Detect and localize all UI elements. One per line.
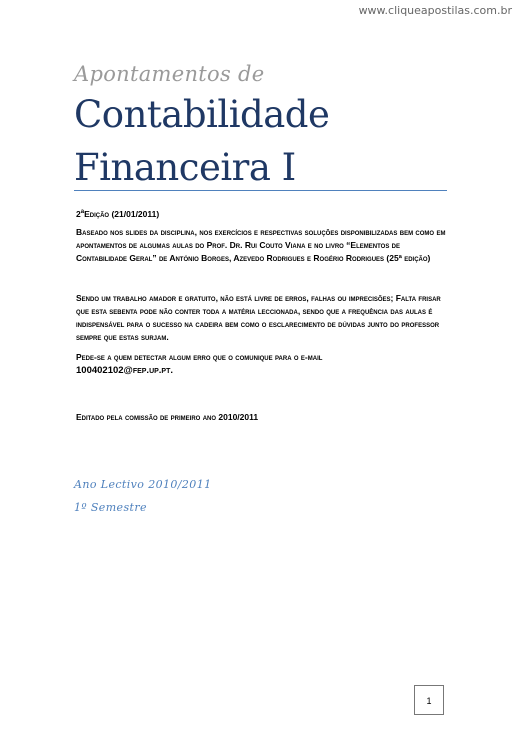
page-number: 1 — [414, 685, 444, 715]
edition-line — [76, 206, 448, 221]
editor-credit: Editado pela comissão de primeiro ano 2010/2011 — [76, 412, 259, 422]
edition-ordinal: a — [80, 209, 85, 215]
document-subtitle: Apontamentos de — [74, 62, 265, 86]
title-divider — [74, 190, 447, 191]
title-line-2: Financeira I — [74, 146, 296, 189]
document-title — [74, 88, 447, 194]
academic-year: Ano Lectivo 2010/2011 — [74, 478, 212, 491]
sources-paragraph: Baseado nos slides da disciplina, nos exercícios e respectivas soluções disponibilizadas bem como em apontamentos de algumas aulas do Prof. Dr. Rui Couto Viana e no livro “Elementos de Contabilidade Geral” de António Borges, Azevedo Rodrigues e Rogério Rodrigues (25ª edição) — [76, 227, 446, 263]
watermark-url: www.cliqueapostilas.com.br — [358, 4, 512, 17]
contact-paragraph — [76, 351, 448, 377]
edition-number: 2 — [76, 208, 81, 219]
contact-text: Pede-se a quem detectar algum erro que o comunique para o e-mail — [76, 352, 323, 362]
title-block — [74, 62, 447, 194]
contact-email: 100402102@fep.up.pt. — [76, 365, 174, 376]
semester: 1º Semestre — [74, 501, 147, 514]
disclaimer-paragraph: Sendo um trabalho amador e gratuito, não está livre de erros, falhas ou imprecisões; Falta frisar que esta sebenta pode não conter toda a matéria leccionada, sendo que a frequência das aulas é indispensável para o sucesso na cadeira bem como o esclarecimento de dúvidas junto do professor sempre que estas surjam. — [76, 293, 441, 342]
edition-date: (21/01/2011) — [111, 208, 160, 219]
edition-label: Edição — [84, 208, 110, 219]
title-line-1: Contabilidade — [74, 93, 330, 136]
